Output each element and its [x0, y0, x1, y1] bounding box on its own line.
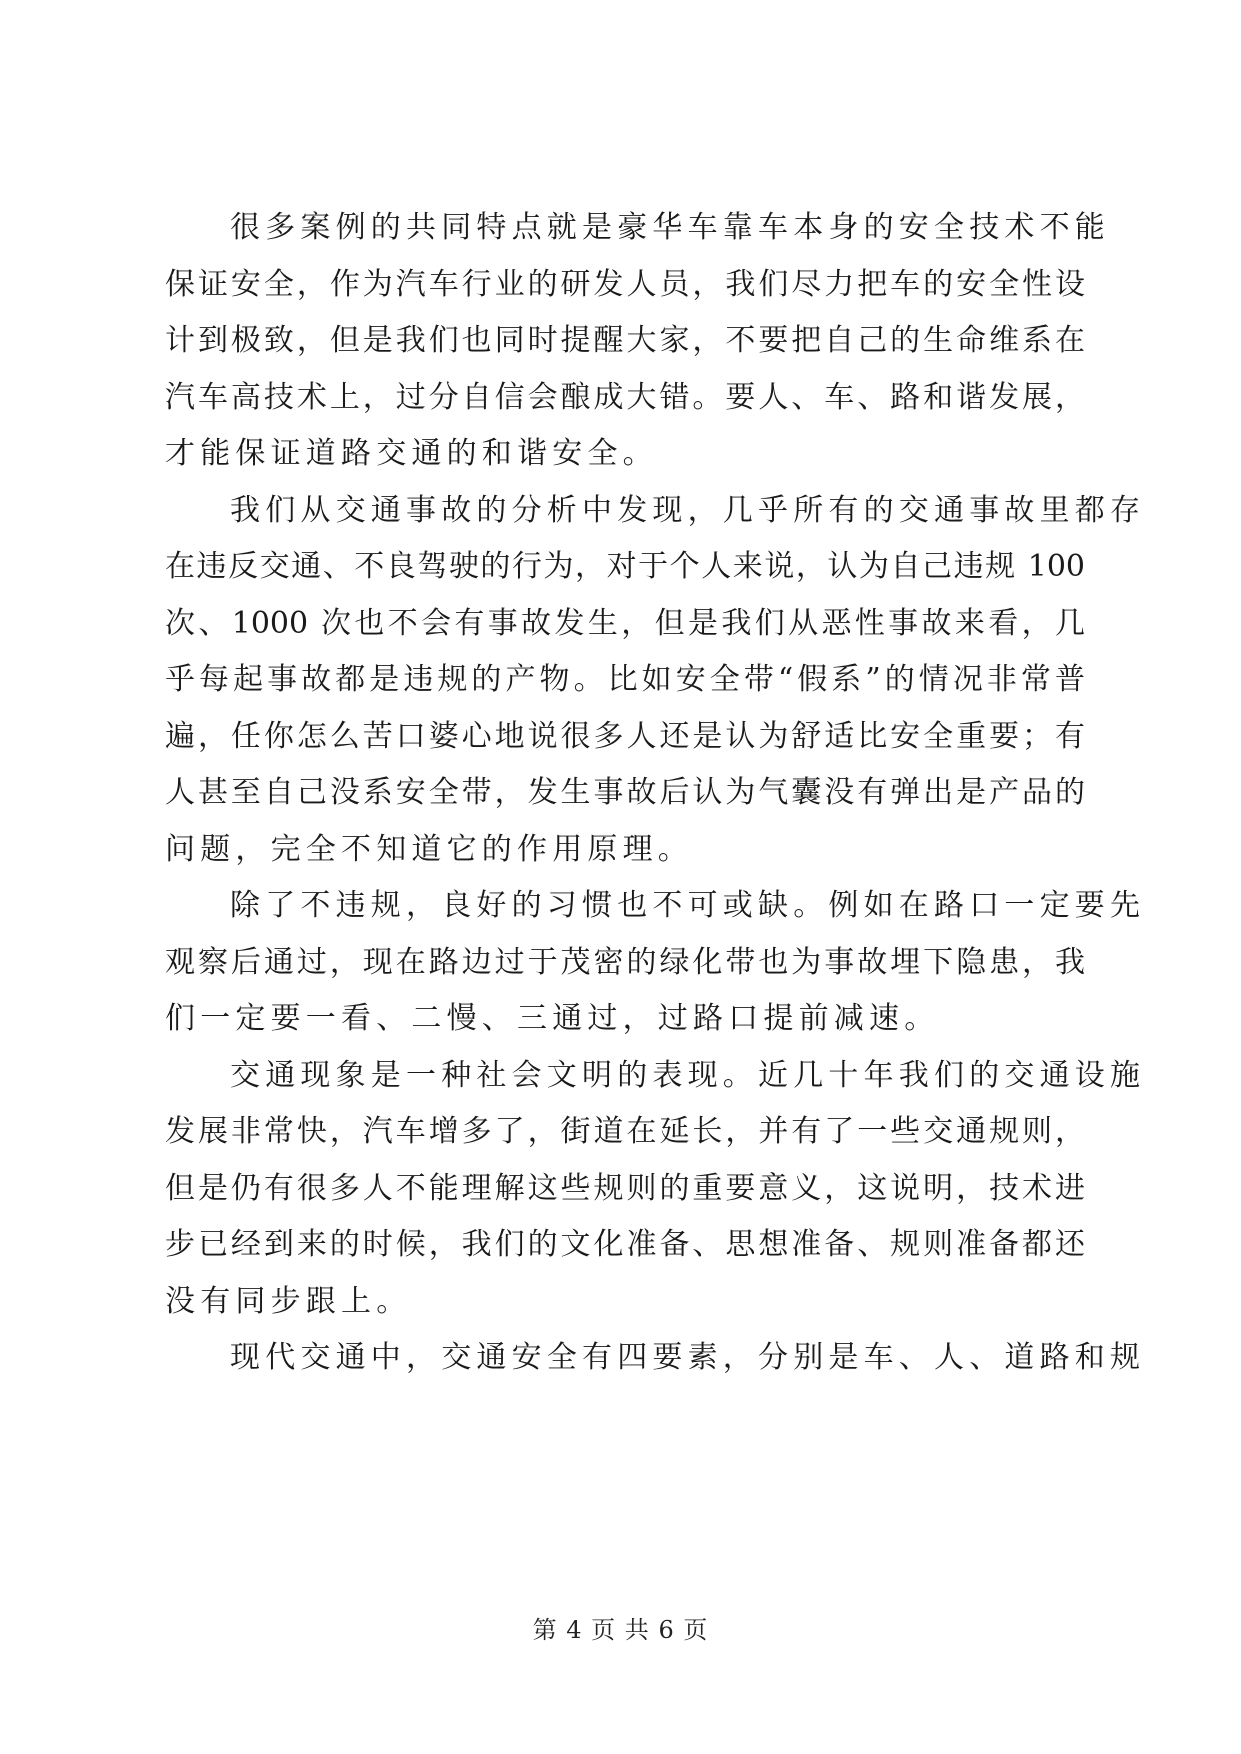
text-line: 在违反交通、不良驾驶的行为，对于个人来说，认为自己违规 100: [165, 549, 1085, 584]
text-line: 发展非常快，汽车增多了，街道在延长，并有了一些交通规则，: [165, 1114, 1085, 1149]
text-line: 才能保证道路交通的和谐安全。: [165, 436, 658, 471]
text-line: 遍，任你怎么苦口婆心地说很多人还是认为舒适比安全重要；有: [165, 719, 1085, 754]
text-line: 没有同步跟上。: [165, 1284, 412, 1319]
text-line: 乎每起事故都是违规的产物。比如安全带“假系”的情况非常普: [165, 662, 1085, 697]
text-line: 我们从交通事故的分析中发现，几乎所有的交通事故里都存: [230, 493, 1146, 528]
text-line: 人甚至自己没系安全带，发生事故后认为气囊没有弹出是产品的: [165, 775, 1085, 810]
text-line: 交通现象是一种社会文明的表现。近几十年我们的交通设施: [230, 1058, 1146, 1093]
text-line: 但是仍有很多人不能理解这些规则的重要意义，这说明，技术进: [165, 1171, 1085, 1206]
text-line: 步已经到来的时候，我们的文化准备、思想准备、规则准备都还: [165, 1227, 1085, 1262]
text-line: 观察后通过，现在路边过于茂密的绿化带也为事故埋下隐患，我: [165, 945, 1085, 980]
text-line: 很多案例的共同特点就是豪华车靠车本身的安全技术不能: [230, 210, 1110, 245]
text-line: 问题，完全不知道它的作用原理。: [165, 832, 693, 867]
text-line: 计到极致，但是我们也同时提醒大家，不要把自己的生命维系在: [165, 323, 1085, 358]
text-line: 次、1000 次也不会有事故发生，但是我们从恶性事故来看，几: [165, 606, 1085, 641]
text-line: 除了不违规，良好的习惯也不可或缺。例如在路口一定要先: [230, 888, 1146, 923]
text-line: 们一定要一看、二慢、三通过，过路口提前减速。: [165, 1001, 940, 1036]
text-line: 汽车高技术上，过分自信会酿成大错。要人、车、路和谐发展，: [165, 380, 1085, 415]
text-line: 现代交通中，交通安全有四要素，分别是车、人、道路和规: [230, 1340, 1146, 1375]
page-number-footer: 第 4 页 共 6 页: [532, 1616, 709, 1644]
text-line: 保证安全，作为汽车行业的研发人员，我们尽力把车的安全性设: [165, 267, 1085, 302]
